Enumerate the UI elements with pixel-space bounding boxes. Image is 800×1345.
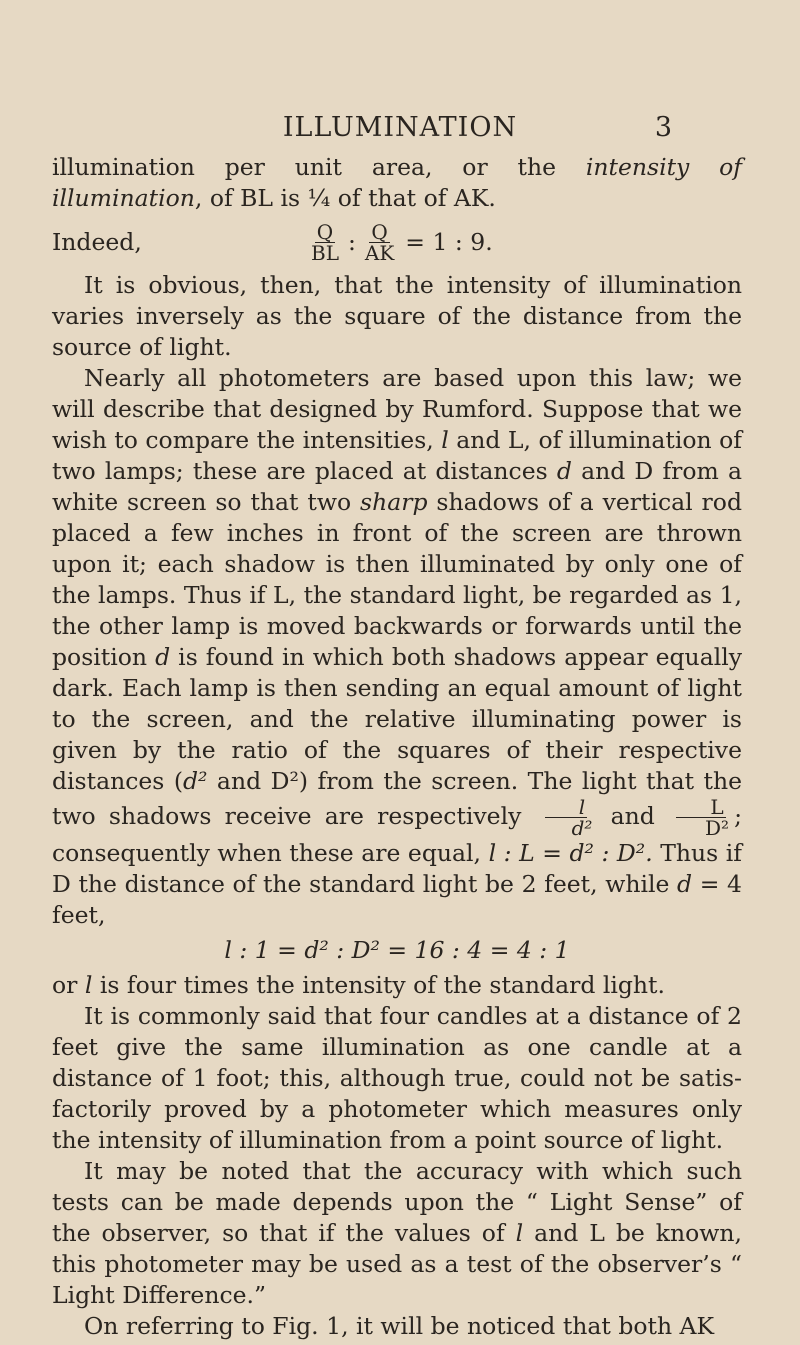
running-header: [0, 112, 800, 152]
text: shadows of a vertical rod placed a few inches in front of the screen are thrown upon it; each shadow is then illuminated by only one of the lamps. Thus if L, the standard light, be regarded as 1, the other lamp is moved backwards or forwards until the position: [52, 488, 742, 671]
numerator: Q: [316, 219, 334, 244]
italic-word: sharp: [360, 488, 428, 516]
text: Nearly all photometers are based upon this law; we will describe that designed by Rumford. Suppose that we wish to compare the intensities,: [52, 364, 742, 454]
text: or: [52, 971, 85, 999]
paragraph-7: On referring to Fig. 1, it will be noticed that both AK: [84, 1312, 715, 1340]
text: illumination per unit area, or the: [52, 153, 586, 181]
var-d: d: [556, 457, 572, 485]
text: is found in which both shadows appear equally dark. Each lamp is then sending an equal amount of light to the screen, and the relative illuminating power is given by the ratio of the squares of their respective distances (: [52, 643, 743, 795]
equation-1: [52, 214, 742, 270]
text: and L, of illumination of two lamps; these are placed at distances: [52, 426, 742, 485]
equation-2: [52, 935, 742, 966]
paragraph-2: It is obvious, then, that the intensity of illumination varies inversely as the square of the distance from the source of light.: [52, 271, 742, 361]
paragraph-5: It is commonly said that four candles at a distance of 2 feet give the same illumination as one candle at a distance of 1 foot; this, although true, could not be satis-factorily proved by a photometer which measures only the intensity of illumination from a point source of light.: [52, 1002, 742, 1154]
denominator: d²: [571, 816, 593, 840]
numerator: l: [545, 797, 587, 818]
text: is four times the intensity of the standard light.: [92, 971, 665, 999]
fraction: [309, 219, 341, 265]
denominator: D²: [705, 816, 730, 840]
running-title: ILLUMINATION: [282, 112, 518, 143]
paragraph-6: [52, 1156, 742, 1311]
equation-text: l : 1 = d² : D² = 16 : 4 = 4 : 1: [224, 936, 570, 964]
denominator: AK: [364, 240, 395, 265]
equation-rhs: = 1 : 9.: [405, 227, 493, 256]
page-body: [52, 152, 742, 1342]
paragraph-3: [52, 363, 742, 931]
var-l: l: [441, 426, 449, 454]
italic-term: intensity of illumination: [52, 153, 743, 212]
var-d: d: [155, 643, 171, 671]
text: and D²) from the screen. The light that the two shadows receive are respectively: [52, 767, 742, 830]
page-number: 3: [654, 112, 672, 143]
equation-label: Indeed,: [52, 227, 142, 256]
text: and: [597, 802, 669, 830]
paragraph-1: [52, 152, 742, 214]
text: and L be known, this photometer may be used as a test of the observer’s “ Light Difference.”: [52, 1219, 742, 1309]
inline-equation: l : L = d² : D².: [488, 839, 653, 867]
ratio-sign: :: [347, 227, 356, 256]
text: = 4 feet,: [52, 870, 742, 929]
var-d-squared: d²: [182, 767, 208, 795]
var-d: d: [677, 870, 693, 898]
var-l: l: [515, 1219, 524, 1247]
text: Thus if D the distance of the standard light be 2 feet, while: [52, 839, 742, 898]
paragraph-4: [52, 970, 742, 1001]
fraction: [671, 797, 731, 838]
denominator: BL: [311, 240, 339, 265]
text: It may be noted that the accuracy with which such tests can be made depends upon the “ Light Sense” of the observer, so that if the values of: [52, 1157, 742, 1247]
text: ; consequently when these are equal,: [52, 802, 742, 867]
text: , of BL is ¼ of that of AK.: [194, 184, 496, 212]
fraction: [538, 797, 595, 838]
numerator: Q: [371, 219, 388, 244]
var-l: l: [84, 971, 93, 999]
fraction: [363, 219, 396, 265]
text: and D from a white screen so that two: [52, 457, 742, 516]
numerator: L: [676, 797, 725, 818]
